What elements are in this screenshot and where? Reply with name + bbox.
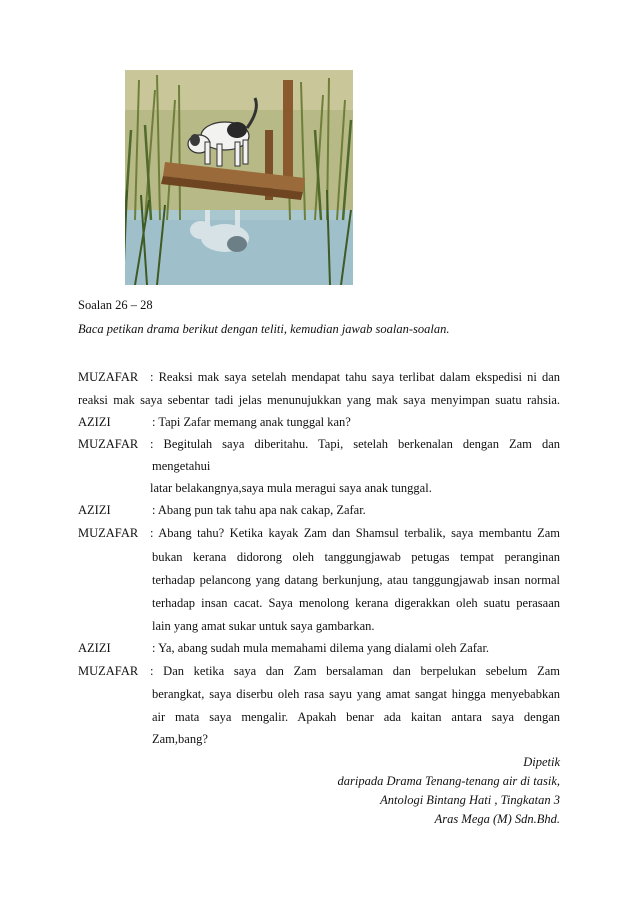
dog-on-bridge-illustration bbox=[105, 70, 357, 285]
dialogue-line: terhadap insan cacat. Saya menolong kerana digerakkan oleh suatu perasaan bbox=[152, 596, 560, 610]
dialogue-line: berangkat, saya diserbu oleh rasa sayu yang amat sangat hingga menyebabkan bbox=[152, 687, 560, 701]
source-publisher: Aras Mega (M) Sdn.Bhd. bbox=[434, 812, 560, 826]
dialogue-line: : Abang tahu? Ketika kayak Zam dan Shamsul terbalik, saya membantu Zam bbox=[150, 526, 560, 540]
instruction-text: Baca petikan drama berikut dengan teliti, kemudian jawab soalan-soalan. bbox=[78, 322, 450, 336]
dialogue-line: terhadap pelancong yang datang berkunjung, atau tanggungjawab insan normal bbox=[152, 573, 560, 587]
speaker-name: MUZAFAR bbox=[78, 437, 139, 451]
question-heading: Soalan 26 – 28 bbox=[78, 298, 153, 312]
dialogue-line: lain yang amat sukar untuk saya gambarkan. bbox=[152, 619, 375, 633]
dialogue-line: mengetahui bbox=[152, 459, 211, 473]
dialogue-line: : Dan ketika saya dan Zam bersalaman dan berpelukan sebelum Zam bbox=[150, 664, 560, 678]
source-title: daripada Drama Tenang-tenang air di tasik, bbox=[337, 774, 560, 788]
dialogue-line: : Abang pun tak tahu apa nak cakap, Zafar. bbox=[152, 503, 366, 517]
speaker-name: AZIZI bbox=[78, 641, 111, 655]
dog-on-bridge-reflection-illustration bbox=[105, 70, 357, 285]
speaker-name: AZIZI bbox=[78, 503, 111, 517]
source-label: Dipetik bbox=[523, 755, 560, 769]
speaker-name: MUZAFAR bbox=[78, 370, 139, 384]
speaker-name: AZIZI bbox=[78, 415, 111, 429]
source-anthology: Antologi Bintang Hati , Tingkatan 3 bbox=[380, 793, 560, 807]
dialogue-line: bukan kerana didorong oleh tanggungjawab petugas tempat peranginan bbox=[152, 550, 560, 564]
dialogue-line: : Reaksi mak saya setelah mendapat tahu saya terlibat dalam ekspedisi ni dan bbox=[150, 370, 560, 384]
dialogue-line: : Tapi Zafar memang anak tunggal kan? bbox=[152, 415, 351, 429]
dialogue-line: Zam,bang? bbox=[152, 732, 208, 746]
dialogue-line: air mata saya mengalir. Apakah benar ada kaitan antara saya dengan bbox=[152, 710, 560, 724]
dialogue-line: : Ya, abang sudah mula memahami dilema yang dialami oleh Zafar. bbox=[152, 641, 490, 655]
dialogue-line: : Begitulah saya diberitahu. Tapi, setelah berkenalan dengan Zam dan bbox=[150, 437, 560, 451]
speaker-name: MUZAFAR bbox=[78, 526, 139, 540]
speaker-name: MUZAFAR bbox=[78, 664, 139, 678]
dialogue-line: latar belakangnya,saya mula meragui saya anak tunggal. bbox=[150, 481, 432, 495]
dialogue-line: reaksi mak saya sebentar tadi jelas menunujukkan yang mak saya menyimpan suatu rahsia. bbox=[78, 393, 560, 407]
